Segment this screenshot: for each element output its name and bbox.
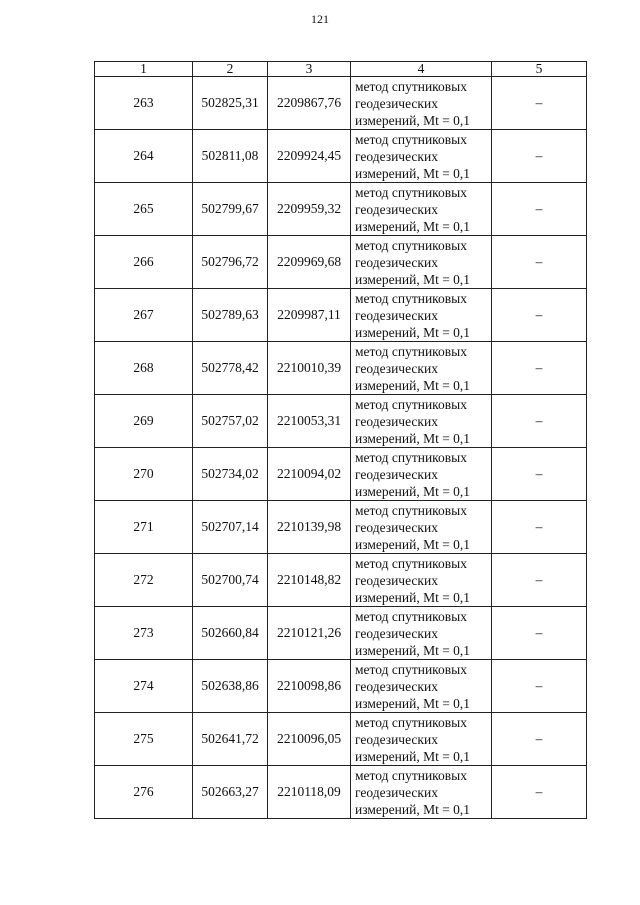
coordinate-x-cell: 502811,08 bbox=[193, 130, 268, 183]
method-cell bbox=[351, 501, 492, 554]
coordinate-y-cell: 2210053,31 bbox=[268, 395, 351, 448]
method-cell bbox=[351, 289, 492, 342]
table-row bbox=[95, 236, 587, 289]
method-line: геодезических bbox=[355, 307, 438, 323]
table-row bbox=[95, 501, 587, 554]
coordinate-x-cell: 502660,84 bbox=[193, 607, 268, 660]
column-header-4: 4 bbox=[351, 62, 492, 77]
note-cell: – bbox=[492, 395, 587, 448]
coordinate-y-cell: 2210121,26 bbox=[268, 607, 351, 660]
table-row bbox=[95, 607, 587, 660]
point-number-cell: 267 bbox=[95, 289, 193, 342]
method-line: измерений, Mt = 0,1 bbox=[355, 748, 471, 764]
method-cell bbox=[351, 342, 492, 395]
method-line: измерений, Mt = 0,1 bbox=[355, 377, 471, 393]
method-line: геодезических bbox=[355, 95, 438, 111]
coordinate-y-cell: 2210098,86 bbox=[268, 660, 351, 713]
table-row bbox=[95, 448, 587, 501]
point-number-cell: 275 bbox=[95, 713, 193, 766]
method-cell bbox=[351, 395, 492, 448]
method-line: измерений, Mt = 0,1 bbox=[355, 218, 471, 234]
method-line: метод спутниковых bbox=[355, 714, 467, 730]
note-cell: – bbox=[492, 342, 587, 395]
method-cell bbox=[351, 713, 492, 766]
method-line: метод спутниковых bbox=[355, 131, 467, 147]
method-line: метод спутниковых bbox=[355, 449, 467, 465]
coordinate-x-cell: 502638,86 bbox=[193, 660, 268, 713]
page-number: 121 bbox=[311, 12, 329, 26]
method-line: метод спутниковых bbox=[355, 290, 467, 306]
point-number-cell: 272 bbox=[95, 554, 193, 607]
note-cell: – bbox=[492, 183, 587, 236]
note-cell: – bbox=[492, 236, 587, 289]
table-row bbox=[95, 713, 587, 766]
table-row bbox=[95, 289, 587, 342]
coordinate-y-cell: 2209987,11 bbox=[268, 289, 351, 342]
table-row bbox=[95, 554, 587, 607]
note-cell: – bbox=[492, 130, 587, 183]
note-cell: – bbox=[492, 607, 587, 660]
coordinate-x-cell: 502641,72 bbox=[193, 713, 268, 766]
method-line: измерений, Mt = 0,1 bbox=[355, 324, 471, 340]
table-row bbox=[95, 660, 587, 713]
coordinate-y-cell: 2210010,39 bbox=[268, 342, 351, 395]
method-line: измерений, Mt = 0,1 bbox=[355, 642, 471, 658]
coordinate-y-cell: 2210096,05 bbox=[268, 713, 351, 766]
column-header-2: 2 bbox=[193, 62, 268, 77]
coordinate-y-cell: 2210094,02 bbox=[268, 448, 351, 501]
note-cell: – bbox=[492, 713, 587, 766]
method-line: геодезических bbox=[355, 572, 438, 588]
table-header bbox=[95, 62, 587, 77]
method-line: измерений, Mt = 0,1 bbox=[355, 483, 471, 499]
column-header-5: 5 bbox=[492, 62, 587, 77]
method-line: метод спутниковых bbox=[355, 661, 467, 677]
method-cell bbox=[351, 448, 492, 501]
method-cell bbox=[351, 607, 492, 660]
method-line: измерений, Mt = 0,1 bbox=[355, 801, 471, 817]
table-row bbox=[95, 342, 587, 395]
table-body bbox=[95, 77, 587, 819]
method-line: измерений, Mt = 0,1 bbox=[355, 430, 471, 446]
point-number-cell: 269 bbox=[95, 395, 193, 448]
method-line: метод спутниковых bbox=[355, 78, 467, 94]
point-number-cell: 266 bbox=[95, 236, 193, 289]
note-cell: – bbox=[492, 77, 587, 130]
note-cell: – bbox=[492, 660, 587, 713]
method-line: метод спутниковых bbox=[355, 396, 467, 412]
point-number-cell: 274 bbox=[95, 660, 193, 713]
method-line: метод спутниковых bbox=[355, 608, 467, 624]
method-line: измерений, Mt = 0,1 bbox=[355, 695, 471, 711]
coordinate-y-cell: 2209959,32 bbox=[268, 183, 351, 236]
method-line: метод спутниковых bbox=[355, 343, 467, 359]
method-line: измерений, Mt = 0,1 bbox=[355, 536, 471, 552]
coordinate-x-cell: 502663,27 bbox=[193, 766, 268, 819]
table-row bbox=[95, 130, 587, 183]
method-cell bbox=[351, 77, 492, 130]
coordinate-x-cell: 502707,14 bbox=[193, 501, 268, 554]
coordinate-y-cell: 2210118,09 bbox=[268, 766, 351, 819]
method-line: геодезических bbox=[355, 784, 438, 800]
coordinate-x-cell: 502799,67 bbox=[193, 183, 268, 236]
method-line: геодезических bbox=[355, 413, 438, 429]
coordinate-y-cell: 2209969,68 bbox=[268, 236, 351, 289]
coordinates-table bbox=[94, 61, 587, 819]
method-line: геодезических bbox=[355, 678, 438, 694]
coordinate-x-cell: 502734,02 bbox=[193, 448, 268, 501]
note-cell: – bbox=[492, 448, 587, 501]
note-cell: – bbox=[492, 289, 587, 342]
method-line: измерений, Mt = 0,1 bbox=[355, 589, 471, 605]
table-row bbox=[95, 77, 587, 130]
method-cell bbox=[351, 766, 492, 819]
method-cell bbox=[351, 130, 492, 183]
method-line: измерений, Mt = 0,1 bbox=[355, 112, 471, 128]
method-line: метод спутниковых bbox=[355, 502, 467, 518]
method-line: геодезических bbox=[355, 731, 438, 747]
method-line: метод спутниковых bbox=[355, 237, 467, 253]
method-cell bbox=[351, 554, 492, 607]
header-row bbox=[95, 62, 587, 77]
note-cell: – bbox=[492, 766, 587, 819]
column-header-3: 3 bbox=[268, 62, 351, 77]
method-line: измерений, Mt = 0,1 bbox=[355, 165, 471, 181]
coordinate-y-cell: 2209924,45 bbox=[268, 130, 351, 183]
point-number-cell: 276 bbox=[95, 766, 193, 819]
method-line: геодезических bbox=[355, 466, 438, 482]
table-row bbox=[95, 395, 587, 448]
method-line: геодезических bbox=[355, 625, 438, 641]
method-line: метод спутниковых bbox=[355, 767, 467, 783]
coordinate-x-cell: 502778,42 bbox=[193, 342, 268, 395]
coordinate-x-cell: 502757,02 bbox=[193, 395, 268, 448]
point-number-cell: 264 bbox=[95, 130, 193, 183]
method-cell bbox=[351, 660, 492, 713]
note-cell: – bbox=[492, 554, 587, 607]
coordinate-x-cell: 502789,63 bbox=[193, 289, 268, 342]
method-line: геодезических bbox=[355, 148, 438, 164]
table-row bbox=[95, 766, 587, 819]
column-header-1: 1 bbox=[95, 62, 193, 77]
coordinate-y-cell: 2210139,98 bbox=[268, 501, 351, 554]
coordinate-y-cell: 2210148,82 bbox=[268, 554, 351, 607]
method-cell bbox=[351, 183, 492, 236]
method-line: геодезических bbox=[355, 254, 438, 270]
point-number-cell: 263 bbox=[95, 77, 193, 130]
method-line: геодезических bbox=[355, 519, 438, 535]
coordinate-x-cell: 502796,72 bbox=[193, 236, 268, 289]
coordinate-x-cell: 502825,31 bbox=[193, 77, 268, 130]
point-number-cell: 268 bbox=[95, 342, 193, 395]
table-row bbox=[95, 183, 587, 236]
method-line: измерений, Mt = 0,1 bbox=[355, 271, 471, 287]
point-number-cell: 271 bbox=[95, 501, 193, 554]
method-line: метод спутниковых bbox=[355, 555, 467, 571]
method-line: геодезических bbox=[355, 201, 438, 217]
point-number-cell: 270 bbox=[95, 448, 193, 501]
method-line: метод спутниковых bbox=[355, 184, 467, 200]
point-number-cell: 265 bbox=[95, 183, 193, 236]
point-number-cell: 273 bbox=[95, 607, 193, 660]
method-cell bbox=[351, 236, 492, 289]
coordinate-x-cell: 502700,74 bbox=[193, 554, 268, 607]
coordinate-y-cell: 2209867,76 bbox=[268, 77, 351, 130]
note-cell: – bbox=[492, 501, 587, 554]
method-line: геодезических bbox=[355, 360, 438, 376]
